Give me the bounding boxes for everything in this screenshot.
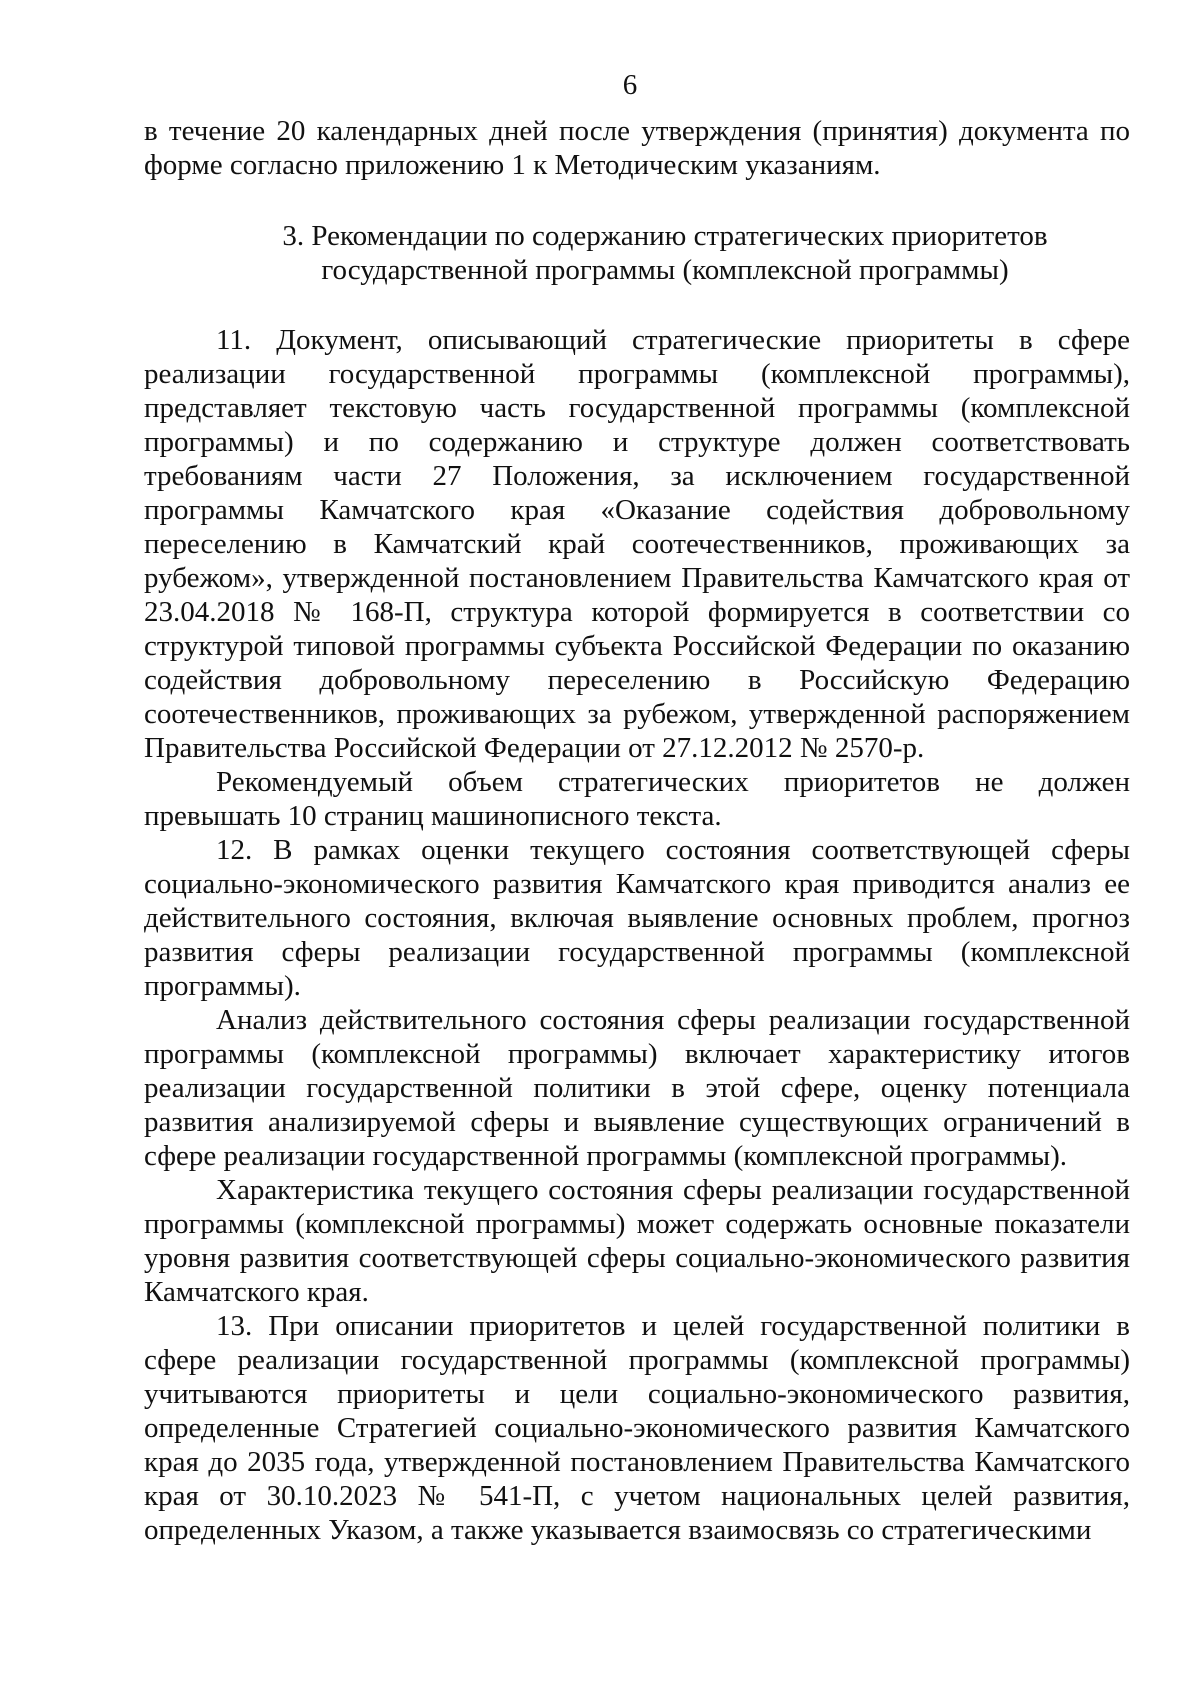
- section-heading-line-1: 3. Рекомендации по содержанию стратегических приоритетов: [282, 220, 1048, 252]
- paragraph-12: 12. В рамках оценки текущего состояния соответствующей сферы социально-экономического развития Камчатского края приводится анализ ее действительного состояния, включая выявление основных проблем, прогноз развития сферы реализации государственной программы (комплексной программы).: [144, 834, 1130, 1002]
- paragraph-13: 13. При описании приоритетов и целей государственной политики в сфере реализации государственной программы (комплексной программы) учитываются приоритеты и цели социально-экономического развития, определенные Стратегией социально-экономического развития Камчатского края до 2035 года, утвержденной постановлением Правительства Камчатского края от 30.10.2023 № 541-П, с учетом национальных целей развития, определенных Указом, а также указывается взаимосвязь со стратегическими: [144, 1310, 1130, 1546]
- paragraph-continuation: в течение 20 календарных дней после утверждения (принятия) документа по форме согласно приложению 1 к Методическим указаниям.: [144, 115, 1130, 181]
- paragraph-11-volume: Рекомендуемый объем стратегических приоритетов не должен превышать 10 страниц машинописного текста.: [144, 766, 1130, 832]
- paragraph-11: 11. Документ, описывающий стратегические приоритеты в сфере реализации государственной программы (комплексной программы), представляет текстовую часть государственной программы (комплексной программы) и по содержанию и структуре должен соответствовать требованиям части 27 Положения, за исключением государственной программы Камчатского края «Оказание содействия добровольному переселению в Камчатский край соотечественников, проживающих за рубежом», утвержденной постановлением Правительства Камчатского края от 23.04.2018 № 168-П, структура которой формируется в соответствии со структурой типовой программы субъекта Российской Федерации по оказанию содействия добровольному переселению в Российскую Федерацию соотечественников, проживающих за рубежом, утвержденной распоряжением Правительства Российской Федерации от 27.12.2012 № 2570-р.: [144, 324, 1130, 764]
- section-heading-line-2: государственной программы (комплексной программы): [321, 254, 1009, 286]
- paragraph-12-analysis: Анализ действительного состояния сферы реализации государственной программы (комплексной программы) включает характеристику итогов реализации государственной политики в этой сфере, оценку потенциала развития анализируемой сферы и выявление существующих ограничений в сфере реализации государственной программы (комплексной программы).: [144, 1004, 1130, 1172]
- page-number: 6: [622, 69, 638, 101]
- document-body: [144, 114, 1130, 1547]
- paragraph-12-characteristics: Характеристика текущего состояния сферы реализации государственной программы (комплексной программы) может содержать основные показатели уровня развития соответствующей сферы социально-экономического развития Камчатского края.: [144, 1174, 1130, 1308]
